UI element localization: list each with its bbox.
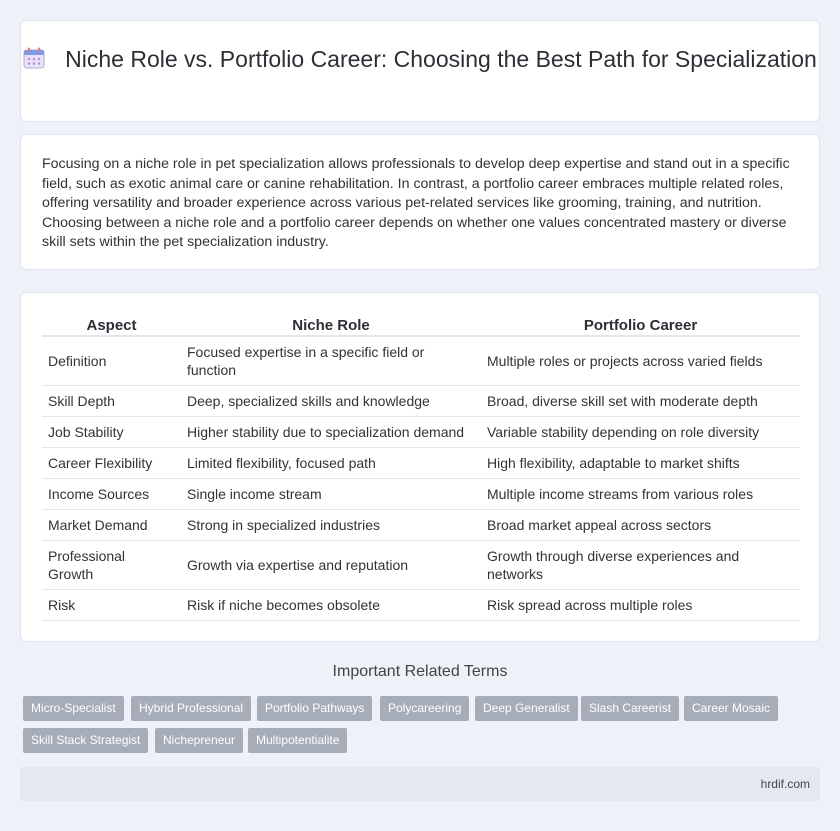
table-row [42,510,800,541]
cell-portfolio: Broad market appeal across sectors [481,510,800,541]
comparison-table [42,313,800,621]
table-row [42,448,800,479]
title-card [20,20,820,122]
tag-slash-careerist[interactable]: Slash Careerist [581,696,679,721]
cell-niche: Deep, specialized skills and knowledge [181,386,481,417]
cell-niche: Limited flexibility, focused path [181,448,481,479]
header-aspect: Aspect [42,313,181,337]
table-row [42,337,800,386]
comparison-card [20,292,820,642]
header-portfolio-career: Portfolio Career [481,313,800,337]
tag-career-mosaic[interactable]: Career Mosaic [684,696,778,721]
cell-aspect: Definition [42,337,181,386]
tag-micro-specialist[interactable]: Micro-Specialist [23,696,124,721]
cell-portfolio: Multiple income streams from various roles [481,479,800,510]
tag-polycareering[interactable]: Polycareering [380,696,469,721]
cell-aspect: Skill Depth [42,386,181,417]
tag-multipotentialite[interactable]: Multipotentialite [248,728,347,753]
cell-niche: Risk if niche becomes obsolete [181,590,481,621]
intro-card [20,134,820,270]
tag-portfolio-pathways[interactable]: Portfolio Pathways [257,696,372,721]
cell-niche: Higher stability due to specialization demand [181,417,481,448]
cell-aspect: Career Flexibility [42,448,181,479]
calendar-icon [23,47,45,76]
tag-hybrid-professional[interactable]: Hybrid Professional [131,696,251,721]
table-header-row [42,313,800,337]
table-row [42,417,800,448]
tag-skill-stack-strategist[interactable]: Skill Stack Strategist [23,728,148,753]
table-row [42,479,800,510]
table-row [42,541,800,590]
cell-niche: Strong in specialized industries [181,510,481,541]
header-niche-role: Niche Role [181,313,481,337]
tag-nichepreneur[interactable]: Nichepreneur [155,728,243,753]
cell-aspect: Job Stability [42,417,181,448]
cell-niche: Focused expertise in a specific field or function [181,337,481,386]
page-title [21,45,819,76]
related-terms-heading: Important Related Terms [332,663,508,680]
table-row [42,590,800,621]
footer [20,767,820,801]
cell-portfolio: Growth through diverse experiences and networks [481,541,800,590]
intro-paragraph: Focusing on a niche role in pet specialization allows professionals to develop deep expertise and stand out in a specific field, such as exotic animal care or canine rehabilitation. In contrast, a portfolio career embraces multiple related roles, offering versatility and broader experience across various pet-related services like grooming, training, and nutrition. Choosing between a niche role and a portfolio career depends on whether one values concentrated mastery or diverse skill sets within the pet specialization industry. [42,156,790,251]
cell-niche: Growth via expertise and reputation [181,541,481,590]
cell-aspect: Market Demand [42,510,181,541]
cell-portfolio: Variable stability depending on role diversity [481,417,800,448]
cell-aspect: Risk [42,590,181,621]
cell-portfolio: Multiple roles or projects across varied fields [481,337,800,386]
footer-site[interactable]: hrdif.com [760,777,810,791]
title-text: Niche Role vs. Portfolio Career: Choosing the Best Path for Specialization [65,46,817,72]
cell-portfolio: Broad, diverse skill set with moderate depth [481,386,800,417]
table-row [42,386,800,417]
cell-aspect: Income Sources [42,479,181,510]
tag-deep-generalist[interactable]: Deep Generalist [475,696,578,721]
cell-aspect: Professional Growth [42,541,181,590]
cell-niche: Single income stream [181,479,481,510]
cell-portfolio: Risk spread across multiple roles [481,590,800,621]
cell-portfolio: High flexibility, adaptable to market shifts [481,448,800,479]
